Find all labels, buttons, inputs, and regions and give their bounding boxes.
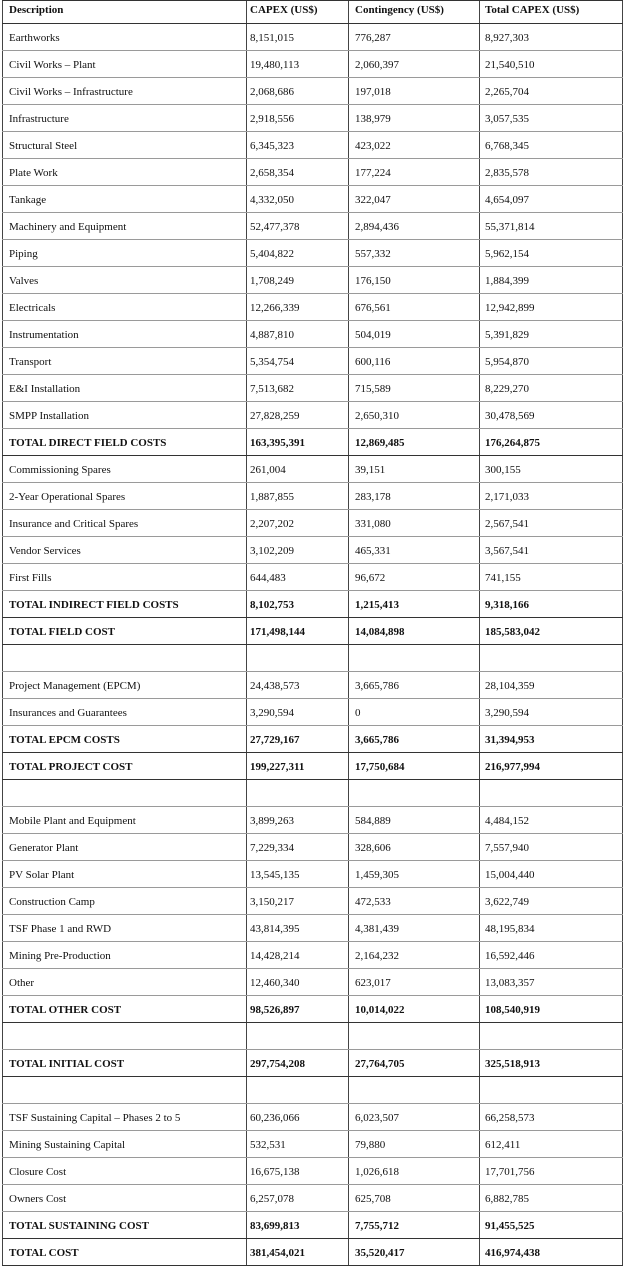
cell-capex: 171,498,144 [250, 625, 305, 638]
cell-description: TOTAL PROJECT COST [9, 760, 133, 773]
cell-contingency: 39,151 [355, 463, 386, 476]
table-row [2, 510, 623, 537]
cell-description: TOTAL OTHER COST [9, 1003, 122, 1016]
table-spacer-row [2, 780, 623, 807]
table-row [2, 132, 623, 159]
table-total-row [2, 618, 623, 645]
cell-capex: 83,699,813 [250, 1219, 300, 1232]
cell-contingency: 0 [355, 706, 361, 719]
cell-description: PV Solar Plant [9, 868, 75, 881]
header-capex: CAPEX (US$) [250, 4, 318, 16]
cell-description [2, 780, 246, 807]
cell-total-capex: 2,171,033 [485, 490, 529, 503]
cell-contingency: 625,708 [355, 1192, 391, 1205]
cell-contingency: 2,894,436 [355, 220, 399, 233]
table-row [2, 888, 623, 915]
cell-description: Owners Cost [9, 1192, 67, 1205]
cell-description: Insurances and Guarantees [9, 706, 127, 719]
cell-total-capex: 2,567,541 [485, 517, 529, 530]
table-total-row [2, 1239, 623, 1266]
cell-total-capex: 30,478,569 [485, 409, 535, 422]
table-row [2, 213, 623, 240]
cell-total-capex: 185,583,042 [485, 625, 540, 638]
cell-contingency: 7,755,712 [355, 1219, 399, 1232]
cell-capex: 60,236,066 [250, 1111, 300, 1124]
cell-capex: 163,395,391 [250, 436, 305, 449]
table-row [2, 1104, 623, 1131]
cell-contingency: 465,331 [355, 544, 391, 557]
cell-total-capex: 17,701,756 [485, 1165, 535, 1178]
table-row [2, 672, 623, 699]
table-total-row [2, 753, 623, 780]
table-row [2, 915, 623, 942]
cell-capex: 2,658,354 [250, 166, 294, 179]
cell-description: TOTAL COST [9, 1246, 79, 1259]
cell-capex: 27,729,167 [250, 733, 300, 746]
cell-description: TSF Sustaining Capital – Phases 2 to 5 [9, 1111, 181, 1124]
cell-contingency: 4,381,439 [355, 922, 399, 935]
cell-capex: 3,102,209 [250, 544, 294, 557]
cell-capex: 13,545,135 [250, 868, 300, 881]
table-spacer-row [2, 1077, 623, 1104]
cell-description: Transport [9, 355, 52, 368]
cell-description: Machinery and Equipment [9, 220, 127, 233]
cell-contingency: 17,750,684 [355, 760, 405, 773]
cell-total-capex: 55,371,814 [485, 220, 535, 233]
cell-total-capex: 5,962,154 [485, 247, 529, 260]
table-row [2, 78, 623, 105]
table-row [2, 807, 623, 834]
cell-capex: 2,207,202 [250, 517, 294, 530]
cell-total-capex: 12,942,899 [485, 301, 535, 314]
table-row [2, 483, 623, 510]
cell-description [2, 1077, 246, 1104]
table-row [2, 699, 623, 726]
cell-description: Construction Camp [9, 895, 95, 908]
table-row [2, 321, 623, 348]
cell-description: Project Management (EPCM) [9, 679, 141, 692]
cell-description: Structural Steel [9, 139, 78, 152]
cell-total-capex: 15,004,440 [485, 868, 535, 881]
table-row [2, 375, 623, 402]
table-row [2, 942, 623, 969]
cell-description: Piping [9, 247, 38, 260]
cell-total-capex: 2,835,578 [485, 166, 529, 179]
cell-description: Valves [9, 274, 39, 287]
cell-total-capex: 176,264,875 [485, 436, 540, 449]
cell-contingency: 27,764,705 [355, 1057, 405, 1070]
cell-capex: 98,526,897 [250, 1003, 300, 1016]
table-total-row [2, 1212, 623, 1239]
cell-contingency: 197,018 [355, 85, 391, 98]
cell-total-capex: 6,768,345 [485, 139, 529, 152]
cell-description: Mining Sustaining Capital [9, 1138, 126, 1151]
cell-total-capex: 741,155 [485, 571, 521, 584]
table-spacer-row [2, 645, 623, 672]
cell-total-capex: 2,265,704 [485, 85, 529, 98]
cell-contingency: 584,889 [355, 814, 391, 827]
cell-capex: 7,513,682 [250, 382, 294, 395]
cell-capex: 3,899,263 [250, 814, 294, 827]
cell-total-capex: 13,083,357 [485, 976, 535, 989]
cell-contingency: 776,287 [355, 31, 391, 44]
cell-capex: 5,404,822 [250, 247, 294, 260]
cell-contingency: 2,060,397 [355, 58, 399, 71]
cell-total-capex: 216,977,994 [485, 760, 540, 773]
cell-capex: 6,345,323 [250, 139, 294, 152]
table-body [2, 24, 623, 1266]
cell-capex: 7,229,334 [250, 841, 294, 854]
table-row [2, 1131, 623, 1158]
cell-description [2, 1023, 246, 1050]
cell-description: Commissioning Spares [9, 463, 111, 476]
cell-total-capex: 612,411 [485, 1138, 521, 1151]
cell-total-capex: 416,974,438 [485, 1246, 540, 1259]
cell-total-capex [479, 780, 623, 807]
cell-total-capex: 3,057,535 [485, 112, 529, 125]
cell-capex: 4,887,810 [250, 328, 294, 341]
cell-total-capex [479, 1077, 623, 1104]
cell-capex: 2,068,686 [250, 85, 294, 98]
cell-total-capex: 21,540,510 [485, 58, 535, 71]
cell-contingency: 2,650,310 [355, 409, 399, 422]
cell-description: TOTAL DIRECT FIELD COSTS [9, 436, 167, 449]
table-header-row [2, 0, 623, 24]
table-row [2, 402, 623, 429]
cell-contingency: 3,665,786 [355, 679, 399, 692]
table-row [2, 1158, 623, 1185]
cell-description: Insurance and Critical Spares [9, 517, 139, 530]
cell-capex: 43,814,395 [250, 922, 300, 935]
cell-description: TOTAL EPCM COSTS [9, 733, 120, 746]
cell-total-capex: 108,540,919 [485, 1003, 540, 1016]
cell-total-capex: 16,592,446 [485, 949, 535, 962]
header-total-capex: Total CAPEX (US$) [485, 4, 580, 16]
cell-description: Plate Work [9, 166, 58, 179]
cell-contingency: 177,224 [355, 166, 391, 179]
cell-contingency: 1,026,618 [355, 1165, 399, 1178]
cell-description: TOTAL SUSTAINING COST [9, 1219, 149, 1232]
cell-total-capex: 31,394,953 [485, 733, 535, 746]
table-row [2, 1185, 623, 1212]
cell-capex [246, 780, 348, 807]
cell-capex: 1,887,855 [250, 490, 294, 503]
cell-capex: 261,004 [250, 463, 286, 476]
cell-total-capex: 4,654,097 [485, 193, 529, 206]
cell-total-capex: 66,258,573 [485, 1111, 535, 1124]
cell-contingency: 331,080 [355, 517, 391, 530]
table-row [2, 159, 623, 186]
cell-contingency: 14,084,898 [355, 625, 405, 638]
cell-description: Mining Pre-Production [9, 949, 111, 962]
cell-total-capex: 3,567,541 [485, 544, 529, 557]
cell-description: Generator Plant [9, 841, 79, 854]
cell-description: Tankage [9, 193, 47, 206]
cell-capex: 5,354,754 [250, 355, 294, 368]
cell-total-capex: 9,318,166 [485, 598, 529, 611]
table-row [2, 294, 623, 321]
cell-contingency: 6,023,507 [355, 1111, 399, 1124]
cell-total-capex: 3,622,749 [485, 895, 529, 908]
table-row [2, 861, 623, 888]
table-total-row [2, 429, 623, 456]
cell-contingency: 623,017 [355, 976, 391, 989]
cell-description: TOTAL INITIAL COST [9, 1057, 125, 1070]
cell-total-capex: 7,557,940 [485, 841, 529, 854]
cell-total-capex: 91,455,525 [485, 1219, 535, 1232]
cell-description: TOTAL FIELD COST [9, 625, 115, 638]
table-row [2, 51, 623, 78]
cell-description: Instrumentation [9, 328, 79, 341]
cell-description: Closure Cost [9, 1165, 67, 1178]
cell-description: Vendor Services [9, 544, 81, 557]
cell-capex: 2,918,556 [250, 112, 294, 125]
cell-capex [246, 645, 348, 672]
cell-capex: 12,460,340 [250, 976, 300, 989]
table-total-row [2, 996, 623, 1023]
cell-total-capex [479, 645, 623, 672]
capex-table [2, 0, 623, 1266]
table-row [2, 240, 623, 267]
cell-description: Electricals [9, 301, 56, 314]
cell-description: E&I Installation [9, 382, 81, 395]
cell-total-capex: 1,884,399 [485, 274, 529, 287]
cell-contingency: 423,022 [355, 139, 391, 152]
cell-capex: 52,477,378 [250, 220, 300, 233]
cell-capex: 3,290,594 [250, 706, 294, 719]
cell-total-capex: 28,104,359 [485, 679, 535, 692]
table-row [2, 564, 623, 591]
cell-capex: 8,151,015 [250, 31, 294, 44]
cell-contingency: 600,116 [355, 355, 391, 368]
cell-total-capex: 6,882,785 [485, 1192, 529, 1205]
table-row [2, 186, 623, 213]
cell-contingency: 10,014,022 [355, 1003, 405, 1016]
cell-contingency: 138,979 [355, 112, 391, 125]
cell-contingency: 283,178 [355, 490, 391, 503]
table-row [2, 24, 623, 51]
cell-contingency: 96,672 [355, 571, 386, 584]
cell-contingency: 322,047 [355, 193, 391, 206]
cell-capex: 532,531 [250, 1138, 286, 1151]
cell-total-capex: 48,195,834 [485, 922, 535, 935]
cell-description: Infrastructure [9, 112, 69, 125]
cell-capex: 644,483 [250, 571, 286, 584]
header-contingency: Contingency (US$) [355, 4, 444, 16]
cell-total-capex: 300,155 [485, 463, 521, 476]
table-total-row [2, 1050, 623, 1077]
cell-total-capex [479, 1023, 623, 1050]
cell-capex: 8,102,753 [250, 598, 294, 611]
table-row [2, 105, 623, 132]
table-row [2, 537, 623, 564]
cell-contingency: 176,150 [355, 274, 391, 287]
cell-description: 2-Year Operational Spares [9, 490, 126, 503]
cell-total-capex: 5,954,870 [485, 355, 529, 368]
cell-capex: 297,754,208 [250, 1057, 305, 1070]
cell-capex: 1,708,249 [250, 274, 294, 287]
cell-capex: 27,828,259 [250, 409, 300, 422]
cell-contingency: 2,164,232 [355, 949, 399, 962]
cell-capex: 24,438,573 [250, 679, 300, 692]
cell-description: Mobile Plant and Equipment [9, 814, 136, 827]
cell-total-capex: 8,229,270 [485, 382, 529, 395]
cell-contingency: 504,019 [355, 328, 391, 341]
cell-description: TOTAL INDIRECT FIELD COSTS [9, 598, 179, 611]
header-description: Description [9, 4, 64, 16]
cell-contingency: 328,606 [355, 841, 391, 854]
cell-total-capex: 5,391,829 [485, 328, 529, 341]
table-total-row [2, 726, 623, 753]
cell-description: First Fills [9, 571, 52, 584]
table-row [2, 969, 623, 996]
cell-description: Civil Works – Infrastructure [9, 85, 133, 98]
cell-capex: 14,428,214 [250, 949, 300, 962]
table-spacer-row [2, 1023, 623, 1050]
cell-contingency: 1,459,305 [355, 868, 399, 881]
cell-capex: 199,227,311 [250, 760, 305, 773]
table-row [2, 267, 623, 294]
cell-description: Civil Works – Plant [9, 58, 96, 71]
cell-capex: 3,150,217 [250, 895, 294, 908]
table-total-row [2, 591, 623, 618]
cell-capex: 16,675,138 [250, 1165, 300, 1178]
cell-capex [246, 1023, 348, 1050]
cell-total-capex: 3,290,594 [485, 706, 529, 719]
cell-contingency: 557,332 [355, 247, 391, 260]
cell-contingency [348, 645, 479, 672]
cell-contingency: 1,215,413 [355, 598, 399, 611]
cell-contingency: 3,665,786 [355, 733, 399, 746]
cell-contingency [348, 1023, 479, 1050]
table-row [2, 834, 623, 861]
cell-contingency: 472,533 [355, 895, 391, 908]
cell-total-capex: 4,484,152 [485, 814, 529, 827]
cell-description: TSF Phase 1 and RWD [9, 922, 112, 935]
cell-description: Earthworks [9, 31, 60, 44]
cell-contingency: 79,880 [355, 1138, 386, 1151]
cell-capex: 381,454,021 [250, 1246, 305, 1259]
cell-contingency: 12,869,485 [355, 436, 405, 449]
cell-capex: 19,480,113 [250, 58, 300, 71]
cell-capex: 12,266,339 [250, 301, 300, 314]
cell-description: SMPP Installation [9, 409, 89, 422]
cell-total-capex: 325,518,913 [485, 1057, 540, 1070]
cell-contingency [348, 1077, 479, 1104]
table-row [2, 456, 623, 483]
table-row [2, 348, 623, 375]
cell-contingency [348, 780, 479, 807]
cell-contingency: 676,561 [355, 301, 391, 314]
cell-capex [246, 1077, 348, 1104]
cell-description: Other [9, 976, 35, 989]
cell-contingency: 35,520,417 [355, 1246, 405, 1259]
cell-capex: 4,332,050 [250, 193, 294, 206]
cell-contingency: 715,589 [355, 382, 391, 395]
cell-description [2, 645, 246, 672]
cell-capex: 6,257,078 [250, 1192, 294, 1205]
cell-total-capex: 8,927,303 [485, 31, 529, 44]
